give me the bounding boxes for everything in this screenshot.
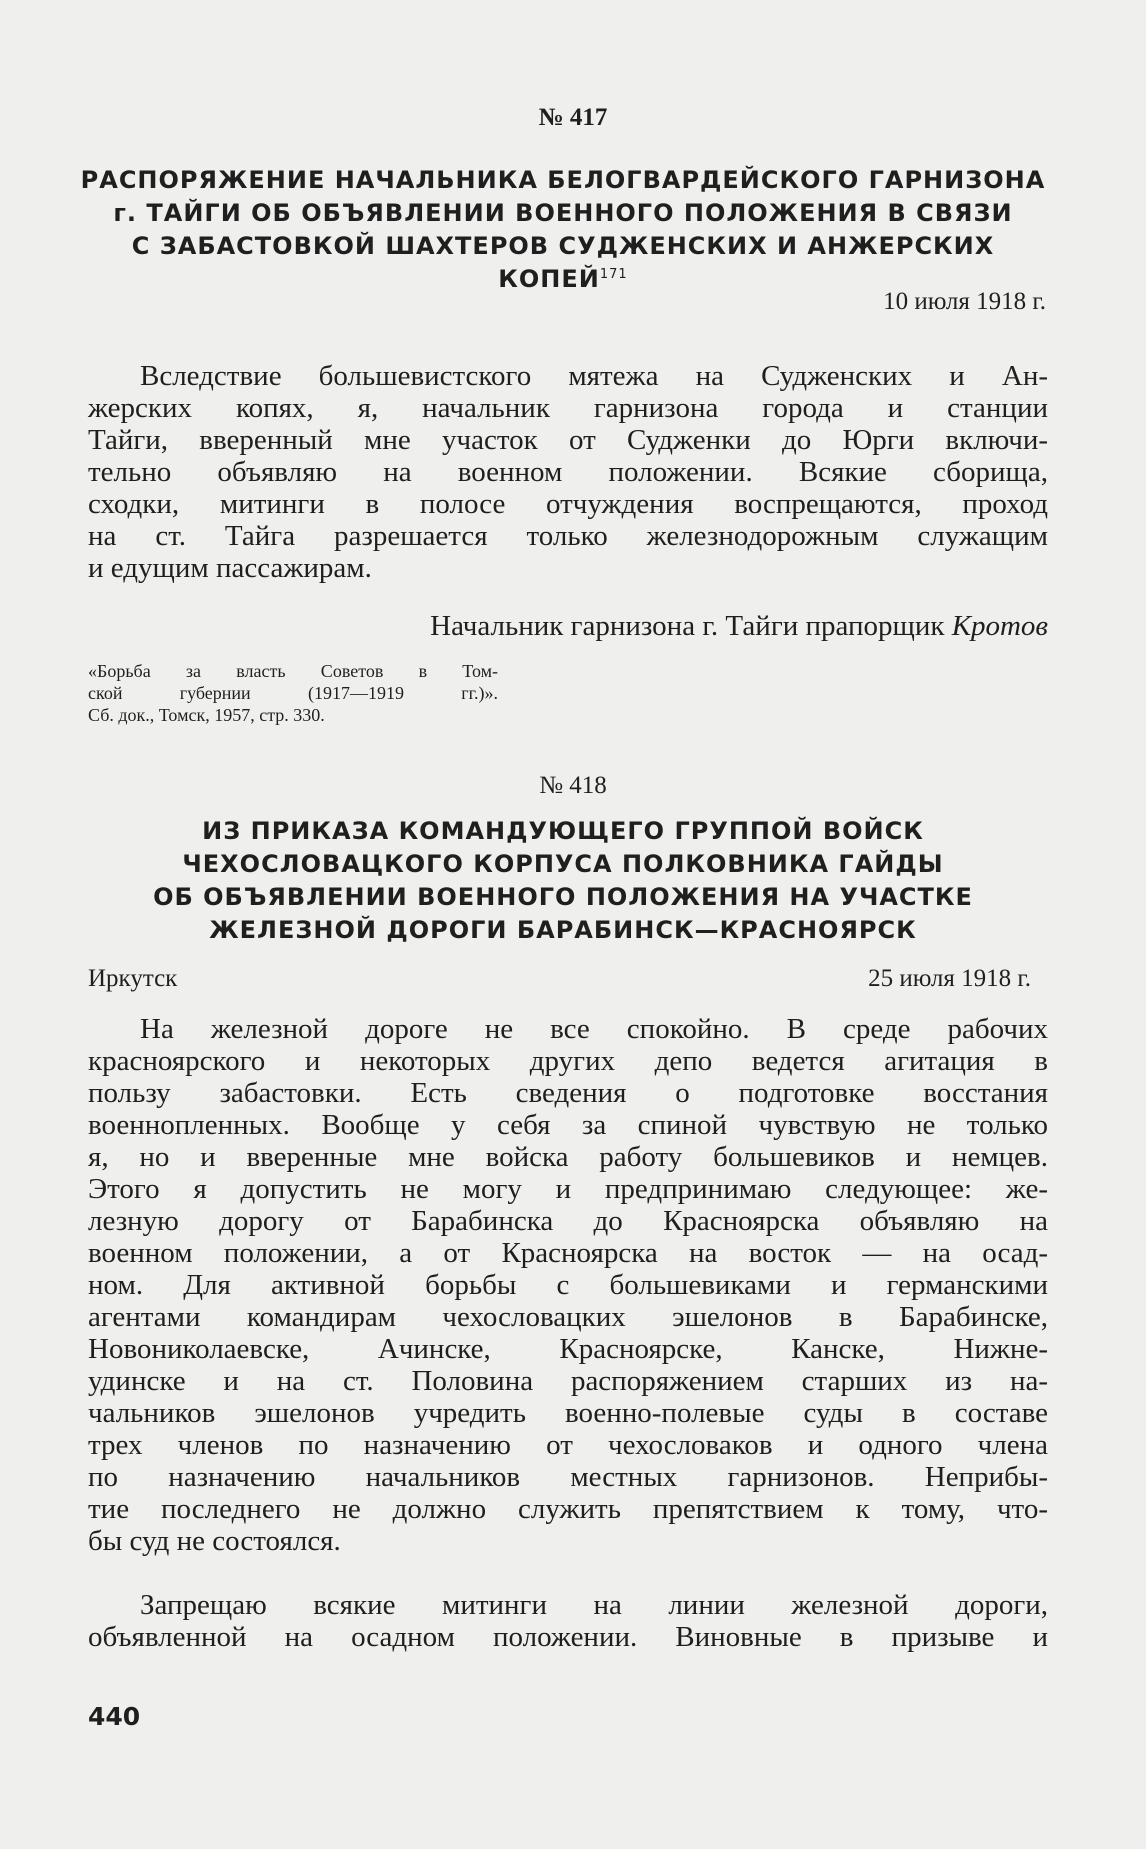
document-418-paragraph-2 <box>88 1589 1048 1653</box>
document-417-number: № 417 <box>538 104 608 131</box>
document-418-place: Иркутск <box>88 965 178 992</box>
document-418-number: № 418 <box>539 772 607 799</box>
body-line: трех членов по назначению от чехословаков и одного члена <box>88 1429 1048 1461</box>
title-line: ОБ ОБЪЯВЛЕНИИ ВОЕННОГО ПОЛОЖЕНИЯ НА УЧАСТКЕ <box>153 883 973 911</box>
footnote-mark: 171 <box>599 267 628 282</box>
signature-name: Кротов <box>951 610 1048 642</box>
body-line: Новониколаевске, Ачинске, Красноярске, Канске, Нижне- <box>88 1333 1048 1365</box>
source-line: «Борьба за власть Советов в Том- <box>88 661 498 681</box>
body-line: на ст. Тайга разрешается только железнодорожным служащим <box>88 520 1048 552</box>
document-417-body <box>88 360 1048 584</box>
signature-title: Начальник гарнизона г. Тайги прапорщик <box>430 610 945 642</box>
title-line: КОПЕЙ <box>498 265 600 293</box>
body-line: Вследствие большевистского мятежа на Судженских и Ан- <box>140 360 1048 392</box>
body-line: я, но и вверенные мне войска работу большевиков и немцев. <box>88 1141 1048 1173</box>
body-line: агентами командирам чехословацких эшелонов в Барабинске, <box>88 1301 1048 1333</box>
document-417-signature <box>430 610 1048 643</box>
body-line: сходки, митинги в полосе отчуждения воспрещаются, проход <box>88 488 1048 520</box>
title-line: С ЗАБАСТОВКОЙ ШАХТЕРОВ СУДЖЕНСКИХ И АНЖЕРСКИХ <box>131 232 995 260</box>
body-line: объявленной на осадном положении. Виновные в призыве и <box>88 1621 1048 1653</box>
body-line: бы суд не состоялся. <box>88 1525 341 1557</box>
body-line: военном положении, а от Красноярска на восток — на осад- <box>88 1237 1048 1269</box>
body-line: Тайги, вверенный мне участок от Судженки до Юрги включи- <box>88 424 1048 456</box>
title-line: ЧЕХОСЛОВАЦКОГО КОРПУСА ПОЛКОВНИКА ГАЙДЫ <box>182 850 944 878</box>
body-line: удинске и на ст. Половина распоряжением старших из на- <box>88 1365 1048 1397</box>
document-418-paragraph-1 <box>88 1013 1048 1557</box>
body-line: лезную дорогу от Барабинска до Красноярска объявляю на <box>88 1205 1048 1237</box>
body-line: по назначению начальников местных гарнизонов. Неприбы- <box>88 1461 1048 1493</box>
document-417-title <box>78 164 1048 296</box>
title-line: ИЗ ПРИКАЗА КОМАНДУЮЩЕГО ГРУППОЙ ВОЙСК <box>202 817 924 845</box>
source-line: ской губернии (1917—1919 гг.)». <box>88 683 498 703</box>
title-line: г. ТАЙГИ ОБ ОБЪЯВЛЕНИИ ВОЕННОГО ПОЛОЖЕНИЯ В СВЯЗИ <box>113 199 1013 227</box>
document-418-date: 25 июля 1918 г. <box>868 965 1031 992</box>
body-line: Запрещаю всякие митинги на линии железной дороги, <box>140 1589 1048 1621</box>
document-418-title <box>78 815 1048 947</box>
body-line: тельно объявляю на военном положении. Всякие сборища, <box>88 456 1048 488</box>
page-number: 440 <box>88 1702 141 1731</box>
body-line: На железной дороге не все спокойно. В среде рабочих <box>140 1013 1048 1045</box>
body-line: жерских копях, я, начальник гарнизона города и станции <box>88 392 1048 424</box>
title-line: ЖЕЛЕЗНОЙ ДОРОГИ БАРАБИНСК—КРАСНОЯРСК <box>209 916 917 944</box>
body-line: военнопленных. Вообще у себя за спиной чувствую не только <box>88 1109 1048 1141</box>
body-line: и едущим пассажирам. <box>88 552 372 584</box>
body-line: красноярского и некоторых других депо ведется агитация в <box>88 1045 1048 1077</box>
document-417-source <box>88 660 498 726</box>
body-line: тие последнего не должно служить препятствием к тому, что- <box>88 1493 1048 1525</box>
document-417-date: 10 июля 1918 г. <box>883 288 1046 315</box>
body-line: Этого я допустить не могу и предпринимаю следующее: же- <box>88 1173 1048 1205</box>
body-line: чальников эшелонов учредить военно-полевые суды в составе <box>88 1397 1048 1429</box>
source-line: Сб. док., Томск, 1957, стр. 330. <box>88 705 325 725</box>
body-line: пользу забастовки. Есть сведения о подготовке восстания <box>88 1077 1048 1109</box>
body-line: ном. Для активной борьбы с большевиками и германскими <box>88 1269 1048 1301</box>
title-line: РАСПОРЯЖЕНИЕ НАЧАЛЬНИКА БЕЛОГВАРДЕЙСКОГО ГАРНИЗОНА <box>80 166 1046 194</box>
